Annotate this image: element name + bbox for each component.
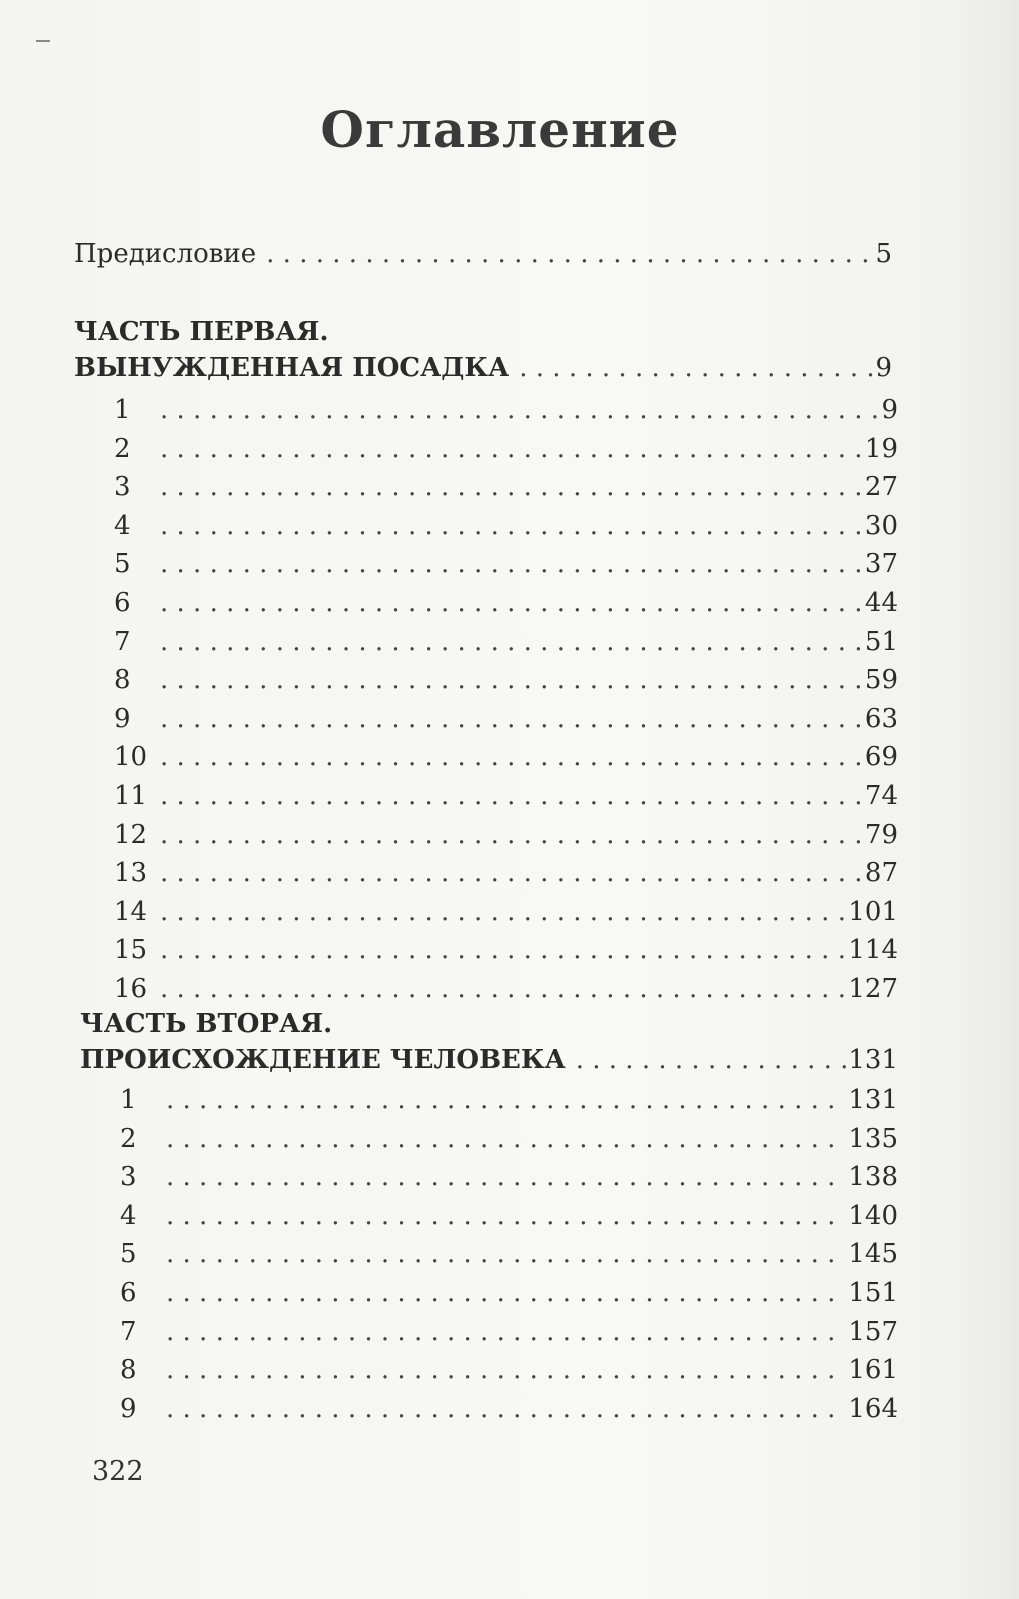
toc-chapter-entry	[114, 894, 898, 930]
leader-dots	[160, 778, 863, 814]
toc-chapter-entry	[120, 1314, 898, 1350]
leader-dots	[519, 350, 873, 386]
toc-page-number: 63	[864, 703, 898, 734]
toc-page-number: 44	[864, 588, 898, 618]
toc-chapter-entry	[120, 1275, 898, 1311]
leader-dots	[160, 701, 863, 737]
toc-page-number: 145	[848, 1239, 898, 1270]
toc-chapter-entry	[114, 739, 898, 775]
page-number-folio: 322	[92, 1456, 144, 1487]
chapter-number: 15	[114, 935, 148, 966]
part-two-heading: ЧАСТЬ ВТОРАЯ.	[80, 1009, 333, 1039]
toc-chapter-entry	[120, 1236, 898, 1272]
toc-chapter-entry	[114, 662, 898, 698]
toc-page-number: 30	[864, 510, 898, 541]
toc-page-number: 37	[864, 549, 898, 580]
toc-chapter-entry	[114, 701, 898, 737]
leader-dots	[160, 662, 863, 698]
toc-page-number: 140	[848, 1200, 898, 1231]
toc-page-number: 87	[864, 858, 898, 889]
toc-chapter-entry	[120, 1198, 898, 1234]
chapter-number: 8	[114, 665, 131, 696]
leader-dots	[160, 392, 879, 428]
chapter-number: 2	[120, 1123, 137, 1154]
leader-dots	[160, 739, 863, 775]
leader-dots	[166, 1082, 846, 1118]
chapter-number: 12	[114, 819, 148, 850]
chapter-number: 4	[114, 510, 131, 541]
toc-page-number: 131	[848, 1085, 898, 1115]
toc-page-number: 59	[864, 665, 898, 696]
part-one-heading: ЧАСТЬ ПЕРВАЯ.	[74, 317, 329, 347]
toc-chapter-entry	[114, 855, 898, 891]
leader-dots	[166, 1121, 846, 1157]
toc-page-number: 101	[848, 896, 898, 927]
chapter-number: 4	[120, 1200, 137, 1231]
chapter-number: 6	[114, 588, 131, 618]
chapter-number: 7	[120, 1316, 137, 1347]
toc-chapter-entry	[114, 431, 898, 467]
chapter-number: 10	[114, 742, 148, 773]
chapter-number: 7	[114, 626, 131, 657]
toc-page-number: 114	[848, 935, 898, 966]
leader-dots	[166, 1314, 846, 1350]
toc-entry-label: Предисловие	[74, 239, 257, 269]
toc-page-number: 157	[848, 1316, 898, 1347]
chapter-number: 11	[114, 781, 148, 811]
toc-page-number: 9	[881, 395, 898, 425]
leader-dots	[160, 971, 846, 1007]
toc-page-number: 151	[848, 1278, 898, 1308]
leader-dots	[160, 624, 863, 660]
page-edge-shadow	[949, 0, 1019, 1599]
toc-entry-part-two	[80, 1042, 898, 1078]
toc-page-number: 51	[864, 626, 898, 657]
toc-page-number: 9	[875, 353, 892, 383]
leader-dots	[160, 585, 863, 621]
toc-chapter-entry	[120, 1352, 898, 1388]
toc-chapter-entry	[114, 469, 898, 505]
toc-chapter-entry	[120, 1159, 898, 1195]
toc-page-number: 164	[848, 1393, 898, 1424]
toc-page-number: 27	[864, 472, 898, 503]
leader-dots	[166, 1236, 846, 1272]
page-title: Оглавление	[320, 100, 680, 159]
leader-dots	[160, 469, 863, 505]
toc-chapter-entry	[120, 1391, 898, 1427]
toc-chapter-entry	[114, 508, 898, 544]
toc-chapter-entry	[114, 932, 898, 968]
chapter-number: 5	[114, 549, 131, 580]
toc-page-number: 74	[864, 781, 898, 811]
leader-dots	[166, 1198, 846, 1234]
toc-page-number: 161	[848, 1355, 898, 1386]
leader-dots	[266, 236, 873, 272]
toc-chapter-entry	[114, 817, 898, 853]
toc-chapter-entry	[114, 624, 898, 660]
toc-chapter-entry	[114, 546, 898, 582]
chapter-number: 6	[120, 1278, 137, 1308]
chapter-number: 16	[114, 974, 148, 1004]
leader-dots	[166, 1391, 846, 1427]
toc-chapter-entry	[120, 1121, 898, 1157]
toc-entry-part-one	[74, 350, 892, 386]
leader-dots	[160, 817, 863, 853]
toc-page-number: 5	[875, 239, 892, 269]
toc-page-number: 138	[848, 1162, 898, 1193]
toc-chapter-entry	[114, 392, 898, 428]
toc-page-number: 135	[848, 1123, 898, 1154]
leader-dots	[160, 932, 846, 968]
part-two-title: ПРОИСХОЖДЕНИЕ ЧЕЛОВЕКА	[80, 1045, 566, 1075]
leader-dots	[166, 1352, 846, 1388]
toc-page-number: 19	[864, 433, 898, 464]
chapter-number: 9	[120, 1393, 137, 1424]
toc-page-number: 131	[848, 1045, 898, 1075]
leader-dots	[160, 894, 846, 930]
toc-chapter-entry	[114, 778, 898, 814]
chapter-number: 1	[120, 1085, 137, 1115]
print-mark	[36, 40, 50, 42]
chapter-number: 5	[120, 1239, 137, 1270]
toc-chapter-entry	[114, 971, 898, 1007]
chapter-number: 14	[114, 896, 148, 927]
leader-dots	[160, 431, 863, 467]
chapter-number: 13	[114, 858, 148, 889]
chapter-number: 1	[114, 395, 131, 425]
toc-page-number: 79	[864, 819, 898, 850]
leader-dots	[576, 1042, 847, 1078]
chapter-number: 9	[114, 703, 131, 734]
toc-page-number: 69	[864, 742, 898, 773]
toc-entry-preface	[74, 236, 892, 272]
leader-dots	[166, 1275, 846, 1311]
leader-dots	[160, 546, 863, 582]
chapter-number: 2	[114, 433, 131, 464]
part-one-title: ВЫНУЖДЕННАЯ ПОСАДКА	[74, 353, 510, 383]
leader-dots	[160, 855, 863, 891]
toc-page-number: 127	[848, 974, 898, 1004]
chapter-number: 3	[114, 472, 131, 503]
toc-chapter-entry	[120, 1082, 898, 1118]
leader-dots	[166, 1159, 846, 1195]
leader-dots	[160, 508, 863, 544]
chapter-number: 3	[120, 1162, 137, 1193]
chapter-number: 8	[120, 1355, 137, 1386]
toc-chapter-entry	[114, 585, 898, 621]
